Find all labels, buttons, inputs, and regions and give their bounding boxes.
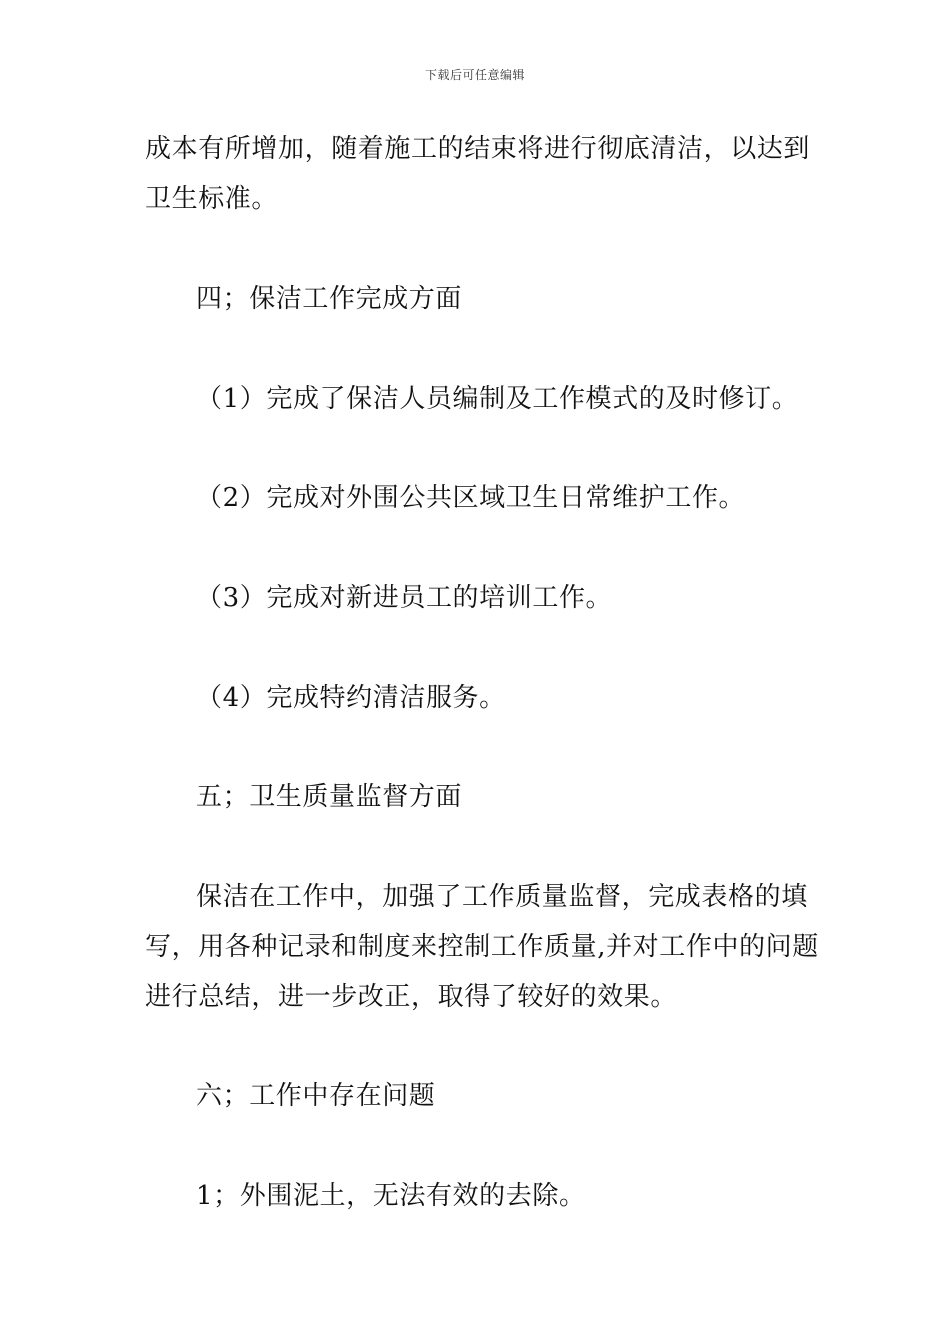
list-item: （3）完成对新进员工的培训工作。 <box>196 583 613 613</box>
list-item: （2）完成对外围公共区域卫生日常维护工作。 <box>196 483 746 513</box>
paragraph-line: 写，用各种记录和制度来控制工作质量,并对工作中的问题 <box>145 932 819 962</box>
paragraph-line: 成本有所增加，随着施工的结束将进行彻底清洁，以达到 <box>145 134 811 164</box>
section-heading: 四；保洁工作完成方面 <box>196 284 463 314</box>
list-item: 1；外围泥土，无法有效的去除。 <box>196 1181 586 1211</box>
section-heading: 五；卫生质量监督方面 <box>196 782 463 812</box>
paragraph-line: 保洁在工作中，加强了工作质量监督，完成表格的填 <box>196 882 808 912</box>
section-heading: 六；工作中存在问题 <box>196 1081 436 1111</box>
list-item: （4）完成特约清洁服务。 <box>196 683 506 713</box>
paragraph-line: 进行总结，进一步改正，取得了较好的效果。 <box>145 982 678 1012</box>
paragraph-line: 卫生标准。 <box>145 184 279 214</box>
list-item: （1）完成了保洁人员编制及工作模式的及时修订。 <box>196 384 799 414</box>
page-header: 下载后可任意编辑 <box>424 68 525 82</box>
